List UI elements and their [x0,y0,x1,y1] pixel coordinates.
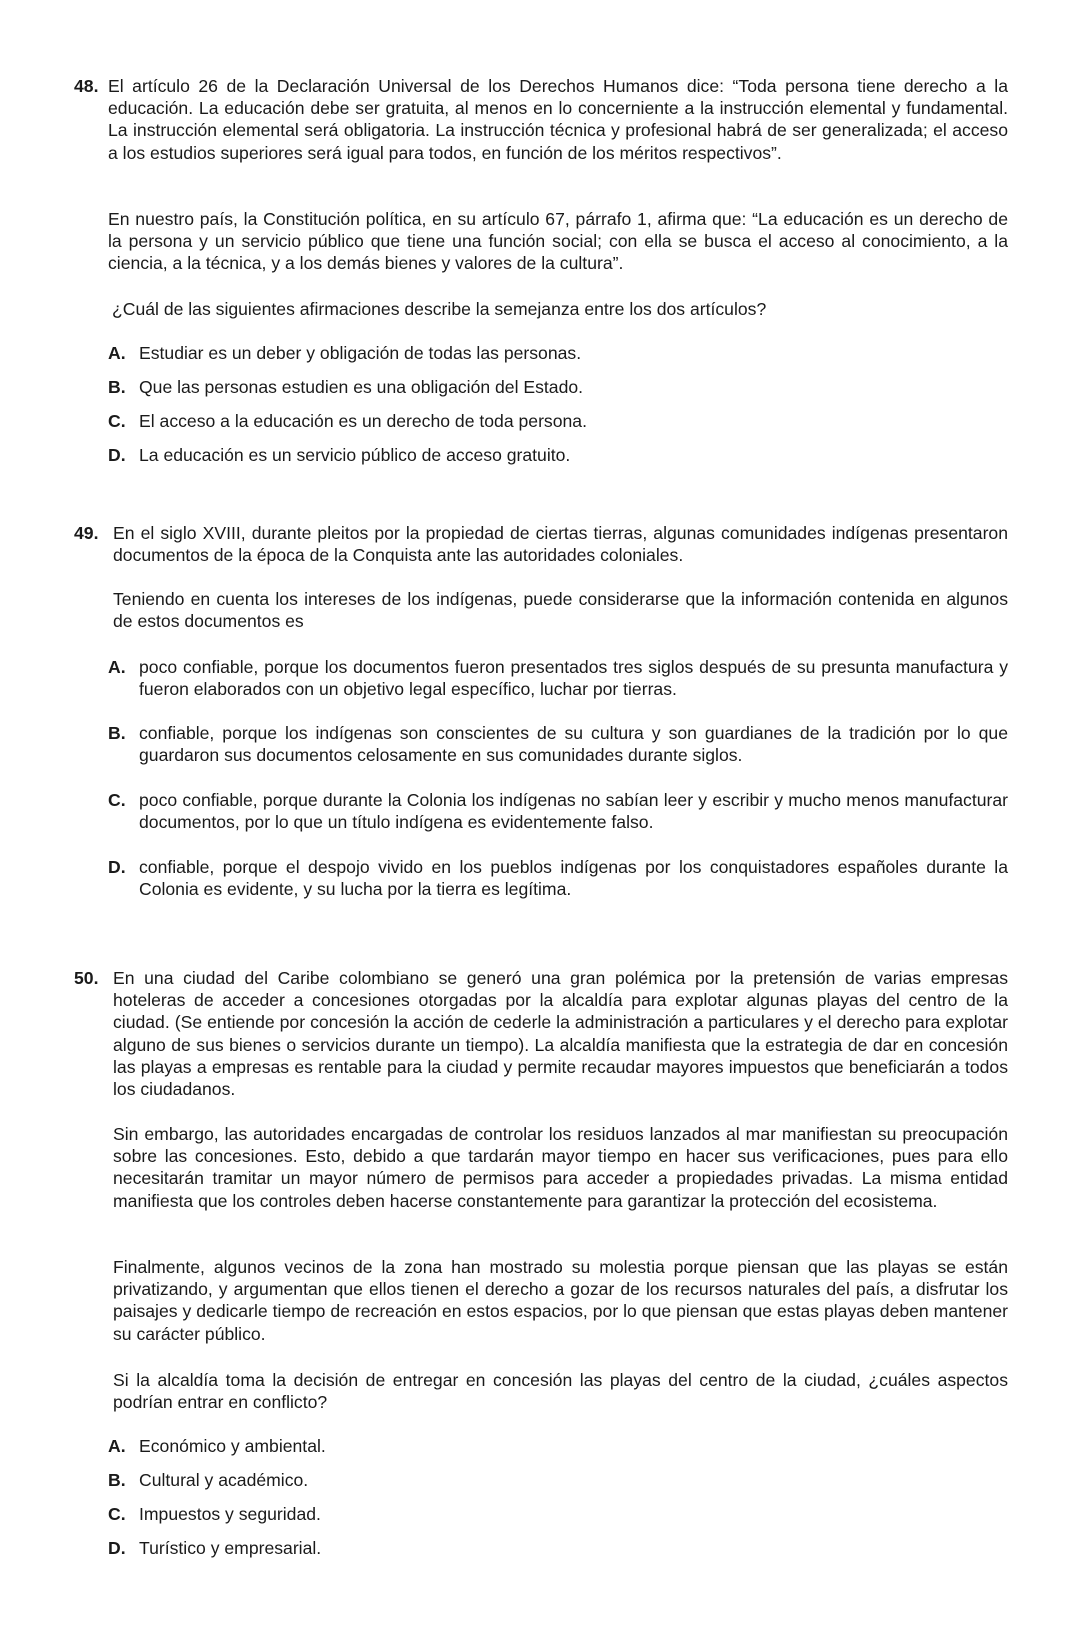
option-letter: C. [108,411,126,431]
question-prompt: ¿Cuál de las siguientes afirmaciones describe la semejanza entre los dos artículos? [112,299,767,319]
option-c[interactable] [108,1503,1008,1525]
option-d[interactable] [108,856,1008,900]
option-letter: A. [108,1436,126,1456]
option-text: Que las personas estudien es una obligación del Estado. [139,377,584,397]
paragraph: En nuestro país, la Constitución política, en su artículo 67, párrafo 1, afirma que: “La educación es un derecho de la persona y un servicio público que tiene una función social; con ella se busca el acceso al conocimiento, a la ciencia, a la técnica, y a los demás bienes y valores de la cultura”. [108,209,1008,274]
question-stem [74,522,1008,566]
question-number: 49. [74,523,99,543]
option-text: Cultural y académico. [139,1470,309,1490]
option-a[interactable] [108,1435,1008,1457]
option-text: Estudiar es un deber y obligación de todas las personas. [139,343,582,363]
question-number: 50. [74,968,99,988]
option-text: Impuestos y seguridad. [139,1504,321,1524]
option-d[interactable] [108,1537,1008,1559]
option-text: confiable, porque el despojo vivido en los pueblos indígenas por los conquistadores españoles durante la Colonia es evidente, y su lucha por la tierra es legítima. [139,857,1008,900]
option-a[interactable] [108,656,1008,700]
question-prompt: Si la alcaldía toma la decisión de entregar en concesión las playas del centro de la ciudad, ¿cuáles aspectos podrían entrar en conflicto? [113,1370,1008,1413]
option-letter: C. [108,790,126,810]
option-letter: D. [108,857,126,877]
option-b[interactable] [108,1469,1008,1491]
option-letter: B. [108,723,126,743]
option-letter: A. [108,657,126,677]
option-letter: B. [108,377,126,397]
option-c[interactable] [108,789,1008,833]
question-stem [74,967,1008,1100]
option-text: poco confiable, porque los documentos fueron presentados tres siglos después de su presunta manufactura y fueron elaborados con un objetivo legal específico, luchar por tierras. [139,657,1008,700]
option-letter: D. [108,1538,126,1558]
question-stem [74,75,1008,164]
option-letter: D. [108,445,126,465]
option-letter: C. [108,1504,126,1524]
option-text: confiable, porque los indígenas son conscientes de su cultura y son guardianes de la tradición por lo que guardaron sus documentos celosamente en sus comunidades durante siglos. [139,723,1008,766]
paragraph: En el siglo XVIII, durante pleitos por la propiedad de ciertas tierras, algunas comunidades indígenas presentaron documentos de la época de la Conquista ante las autoridades coloniales. [113,523,1008,566]
paragraph: El artículo 26 de la Declaración Universal de los Derechos Humanos dice: “Toda persona tiene derecho a la educación. La educación debe ser gratuita, al menos en lo concerniente a la instrucción elemental y fundamental. La instrucción elemental será obligatoria. La instrucción técnica y profesional habrá de ser generalizada; el acceso a los estudios superiores será igual para todos, en función de los méritos respectivos”. [108,76,1008,163]
paragraph: En una ciudad del Caribe colombiano se generó una gran polémica por la pretensión de varias empresas hoteleras de acceder a concesiones otorgadas por la alcaldía para explotar algunas playas del centro de la ciudad. (Se entiende por concesión la acción de cederle la administración a particulares y el derecho para explotar alguno de sus bienes o servicios durante un tiempo). La alcaldía manifiesta que la estrategia de dar en concesión las playas a empresas es rentable para la ciudad y permite recaudar mayores impuestos que beneficiarán a todos los ciudadanos. [113,968,1008,1100]
option-letter: A. [108,343,126,363]
option-text: La educación es un servicio público de acceso gratuito. [139,445,571,465]
paragraph: Finalmente, algunos vecinos de la zona han mostrado su molestia porque piensan que las playas se están privatizando, y argumentan que ellos tienen el derecho a gozar de los recursos naturales del país, a disfrutar los paisajes y dedicarle tiempo de recreación en estos espacios, por lo que piensan que estas playas deben mantener su carácter público. [113,1257,1008,1344]
option-d[interactable] [108,444,1008,466]
question-prompt: Teniendo en cuenta los intereses de los indígenas, puede considerarse que la información contenida en algunos de estos documentos es [113,589,1008,632]
option-text: El acceso a la educación es un derecho de toda persona. [139,411,587,431]
option-b[interactable] [108,376,1008,398]
option-text: poco confiable, porque durante la Colonia los indígenas no sabían leer y escribir y mucho menos manufacturar documentos, por lo que un título indígena es evidentemente falso. [139,790,1008,833]
option-b[interactable] [108,722,1008,766]
question-number: 48. [74,76,99,96]
option-text: Económico y ambiental. [139,1436,326,1456]
option-letter: B. [108,1470,126,1490]
option-c[interactable] [108,410,1008,432]
option-a[interactable] [108,342,1008,364]
paragraph: Sin embargo, las autoridades encargadas de controlar los residuos lanzados al mar manifiestan su preocupación sobre las concesiones. Esto, debido a que tardarán mayor tiempo en hacer sus verificaciones, pues para ello necesitarán tramitar un mayor número de permisos para acceder a propiedades privadas. La misma entidad manifiesta que los controles deben hacerse constantemente para garantizar la protección del ecosistema. [113,1124,1008,1211]
option-text: Turístico y empresarial. [139,1538,322,1558]
